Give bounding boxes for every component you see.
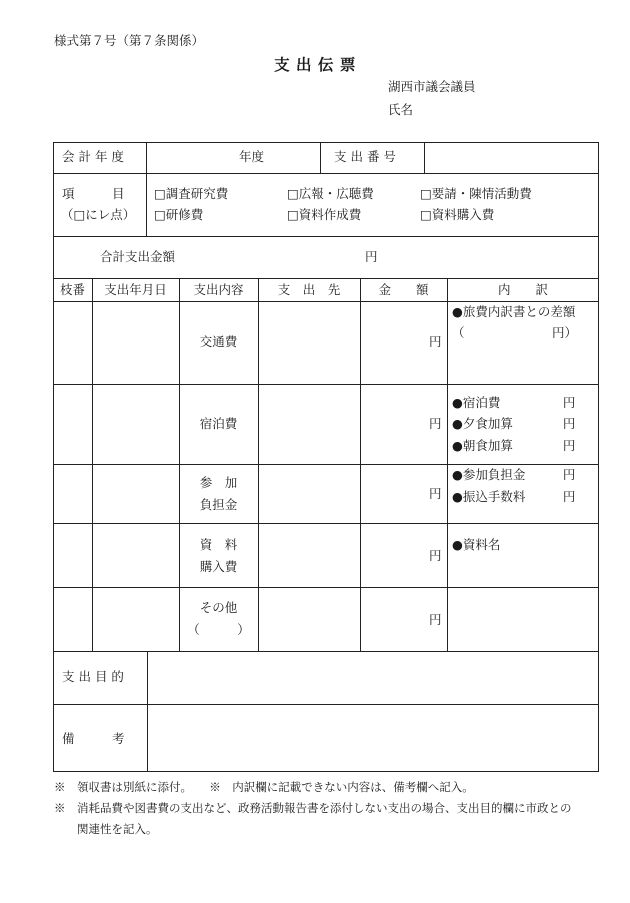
option-document-purchase-checkbox[interactable]: □資料購入費 [420, 207, 495, 222]
rule-v [258, 278, 259, 652]
rule-h [53, 523, 599, 524]
option-research-checkbox[interactable]: □調査研究費 [154, 186, 229, 201]
row-breakdown-line: （ 円） [452, 325, 578, 340]
row-breakdown-line: ●宿泊費 円 [452, 395, 576, 410]
rule-h [53, 587, 599, 588]
rule-v [320, 142, 321, 174]
rule-v [92, 278, 93, 652]
row-content-label: 負担金 [199, 497, 238, 512]
row-content-label: 宿泊費 [199, 416, 238, 431]
col-header-content: 支出内容 [193, 282, 244, 297]
rule-v [424, 142, 425, 174]
row-content-label: その他 [199, 600, 238, 615]
row-breakdown-line: ●振込手数料 円 [452, 489, 576, 504]
col-header-date: 支出年月日 [104, 282, 167, 297]
row-breakdown-line: ●資料名 [452, 537, 501, 552]
rule-h [53, 278, 599, 279]
page-title: 支 出 伝 票 [274, 55, 356, 74]
row-breakdown-line: ●旅費内訳書との差額 [452, 304, 576, 319]
rule-v [447, 278, 448, 652]
fiscal-year-suffix: 年度 [239, 149, 265, 164]
row-content-label: 購入費 [199, 559, 238, 574]
row-content-label: （ ） [187, 622, 250, 637]
row-amount-unit: 円 [429, 334, 442, 349]
col-header-breakdown: 内 訳 [497, 282, 548, 297]
item-label-note: （□にレ点） [61, 207, 136, 222]
rule-v [360, 278, 361, 652]
rule-h [53, 173, 599, 174]
row-amount-unit: 円 [429, 612, 442, 627]
footnote: ※ 領収書は別紙に添付。 ※ 内訳欄に記載できない内容は、備考欄へ記入。 [54, 780, 474, 794]
row-content-label: 参 加 [199, 475, 238, 490]
footnote: 関連性を記入。 [54, 822, 158, 836]
rule-h [53, 301, 599, 302]
name-label: 氏名 [388, 102, 414, 117]
row-content-label: 交通費 [199, 334, 238, 349]
row-amount-unit: 円 [429, 486, 442, 501]
rule-h [53, 704, 599, 705]
option-training-checkbox[interactable]: □研修費 [154, 207, 204, 222]
col-header-amount: 金 額 [378, 282, 429, 297]
row-breakdown-line: ●朝食加算 円 [452, 438, 576, 453]
affiliation: 湖西市議会議員 [388, 79, 476, 94]
rule-v [146, 142, 147, 174]
purpose-label: 支 出 目 的 [62, 669, 124, 684]
rule-v [146, 173, 147, 237]
remarks-label: 備 考 [62, 731, 125, 746]
col-header-branch-no: 枝番 [59, 282, 85, 297]
footnote: ※ 消耗品費や図書費の支出など、政務活動報告書を添付しない支出の場合、支出目的欄に市政との [54, 801, 572, 815]
option-document-creation-checkbox[interactable]: □資料作成費 [287, 207, 362, 222]
row-amount-unit: 円 [429, 548, 442, 563]
rule-v [147, 651, 148, 772]
item-label: 項 目 [62, 186, 125, 201]
rule-h [53, 464, 599, 465]
rule-h [53, 651, 599, 652]
option-public-relations-checkbox[interactable]: □広報・広聴費 [287, 186, 374, 201]
payment-number-label: 支 出 番 号 [334, 149, 396, 164]
row-breakdown-line: ●参加負担金 円 [452, 467, 576, 482]
row-breakdown-line: ●夕食加算 円 [452, 416, 576, 431]
row-content-label: 資 料 [199, 537, 238, 552]
col-header-payee: 支 出 先 [277, 282, 341, 297]
rule-h [53, 384, 599, 385]
row-amount-unit: 円 [429, 416, 442, 431]
total-amount-label: 合計支出金額 [100, 249, 176, 264]
fiscal-year-label: 会 計 年 度 [62, 149, 124, 164]
total-amount-unit: 円 [365, 249, 378, 264]
rule-v [179, 278, 180, 652]
form-number: 様式第７号（第７条関係） [54, 33, 205, 48]
rule-h [53, 236, 599, 237]
option-petition-checkbox[interactable]: □要請・陳情活動費 [420, 186, 532, 201]
